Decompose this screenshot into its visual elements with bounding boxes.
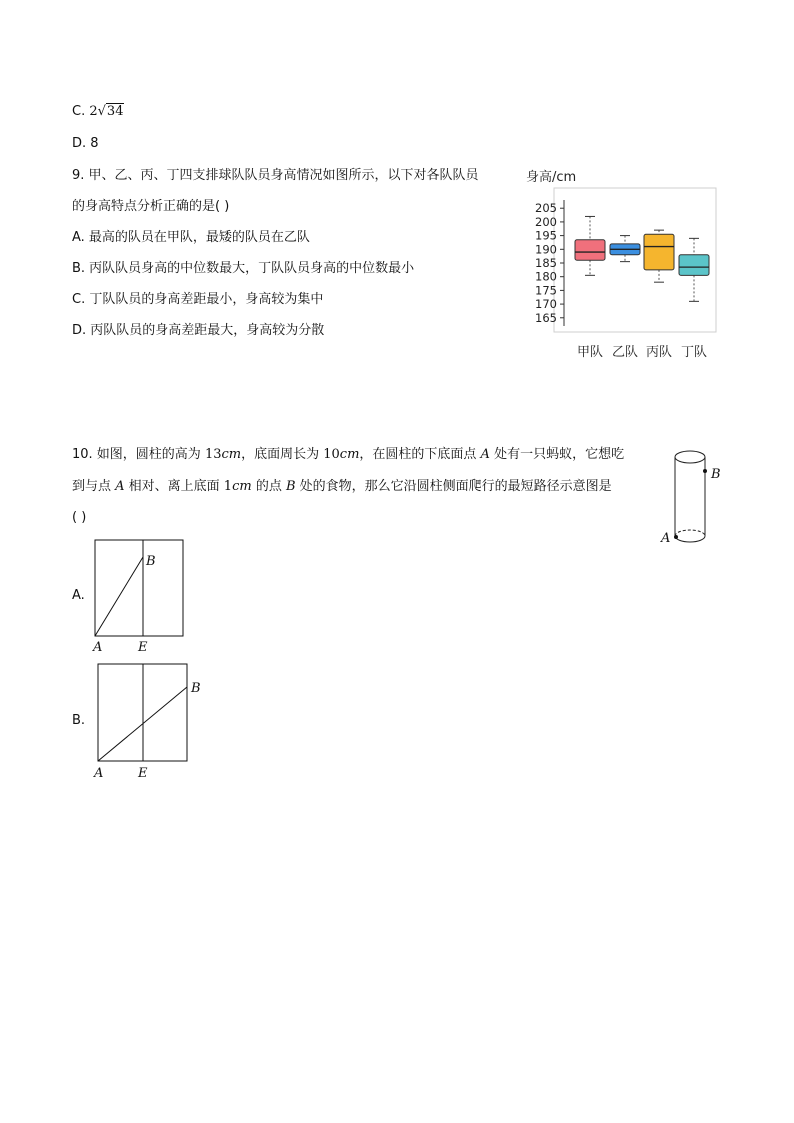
chart-ylabel: 身高/cm — [526, 170, 577, 185]
q9-stem-line1: 9. 甲、乙、丙、丁四支排球队队员身高情况如图所示，以下对各队队员 — [72, 168, 479, 183]
cylinder-figure — [655, 444, 735, 549]
cylinder-top-ellipse — [675, 451, 705, 463]
q8-option-c-label: C. — [72, 104, 90, 119]
q10-text: 到与点 — [72, 479, 116, 494]
cylinder-bottom-back — [675, 530, 705, 536]
q10-unit: cm — [232, 479, 252, 494]
q10-option-b-figure — [88, 660, 218, 782]
sqrt-sign: √ — [97, 104, 106, 119]
q10-distance-value: 1 — [223, 479, 233, 494]
y-tick-label: 165 — [535, 310, 557, 325]
q10-option-b-label: B. — [72, 713, 86, 728]
option-a-label-e: E — [138, 640, 148, 655]
q9-stem-line2: 的身高特点分析正确的是( ) — [72, 199, 230, 214]
y-tick-label: 190 — [535, 242, 557, 257]
q9-option-c: C. 丁队队员的身高差距最小，身高较为集中 — [72, 292, 324, 307]
q10-stem-line3: ( ) — [72, 510, 87, 525]
option-b-label-b: B — [191, 681, 201, 696]
q9-option-a: A. 最高的队员在甲队，最矮的队员在乙队 — [72, 230, 310, 245]
box-3 — [644, 230, 674, 282]
q8-option-c-radicand: 34 — [106, 104, 124, 119]
q10-option-a-label: A. — [72, 588, 85, 603]
box-4 — [679, 238, 709, 301]
option-a-label-a: A — [93, 640, 103, 655]
y-tick-label: 185 — [535, 256, 557, 270]
option-b-label-a: A — [94, 766, 104, 781]
option-a-path — [95, 557, 143, 636]
y-tick-label: 170 — [535, 297, 557, 312]
q10-option-a-figure — [88, 536, 198, 658]
box-2 — [610, 236, 640, 262]
iqr-box — [644, 234, 674, 270]
q10-text: 相对、离上底面 — [124, 479, 224, 494]
q10-stem-line1 — [72, 447, 624, 463]
q9-option-d: D. 丙队队员的身高差距最大，身高较为分散 — [72, 323, 325, 338]
q8-option-c-coef: 2 — [89, 104, 98, 119]
q10-text: ，在圆柱的下底面点 — [359, 447, 481, 462]
cylinder-point-b — [703, 469, 707, 473]
cylinder-bottom-front — [675, 536, 705, 542]
q10-unit: cm — [339, 447, 360, 462]
q10-text: 10. 如图，圆柱的高为 — [72, 447, 205, 462]
option-a-rectangle — [95, 540, 183, 636]
q10-text: ，底面周长为 — [241, 447, 324, 462]
option-a-label-b: B — [146, 554, 156, 569]
height-boxplot-chart — [520, 162, 730, 362]
category-label: 丁队 — [680, 345, 708, 360]
q10-text: 处的食物，那么它沿圆柱侧面爬行的最短路径示意图是 — [295, 479, 612, 494]
iqr-box — [679, 255, 709, 276]
y-tick-label: 205 — [535, 201, 557, 216]
y-tick-label: 200 — [535, 214, 557, 229]
q10-point-a: A — [115, 479, 125, 494]
option-b-label-e: E — [138, 766, 148, 781]
q10-circumference-value: 10 — [323, 447, 340, 462]
y-tick-label: 195 — [535, 228, 557, 243]
category-label: 甲队 — [576, 345, 604, 360]
y-tick-label: 175 — [535, 283, 557, 298]
category-label: 乙队 — [611, 345, 639, 360]
cylinder-label-b: B — [711, 467, 721, 482]
q9-option-b: B. 丙队队员身高的中位数最大，丁队队员身高的中位数最小 — [72, 261, 415, 276]
q10-height-value: 13 — [204, 447, 222, 462]
q10-text: 的点 — [251, 479, 286, 494]
y-tick-label: 180 — [535, 269, 557, 284]
cylinder-label-a: A — [661, 531, 671, 546]
q10-unit: cm — [221, 447, 242, 462]
box-1 — [575, 216, 605, 275]
q10-text: 处有一只蚂蚁，它想吃 — [489, 447, 625, 462]
iqr-box — [575, 240, 605, 261]
q10-point-b: B — [285, 479, 296, 494]
q8-option-c — [72, 104, 124, 120]
q8-option-d: D. 8 — [72, 136, 99, 151]
q10-stem-line2 — [72, 479, 612, 495]
cylinder-point-a — [674, 535, 678, 539]
q10-point-a: A — [480, 447, 490, 462]
category-label: 丙队 — [645, 345, 673, 360]
